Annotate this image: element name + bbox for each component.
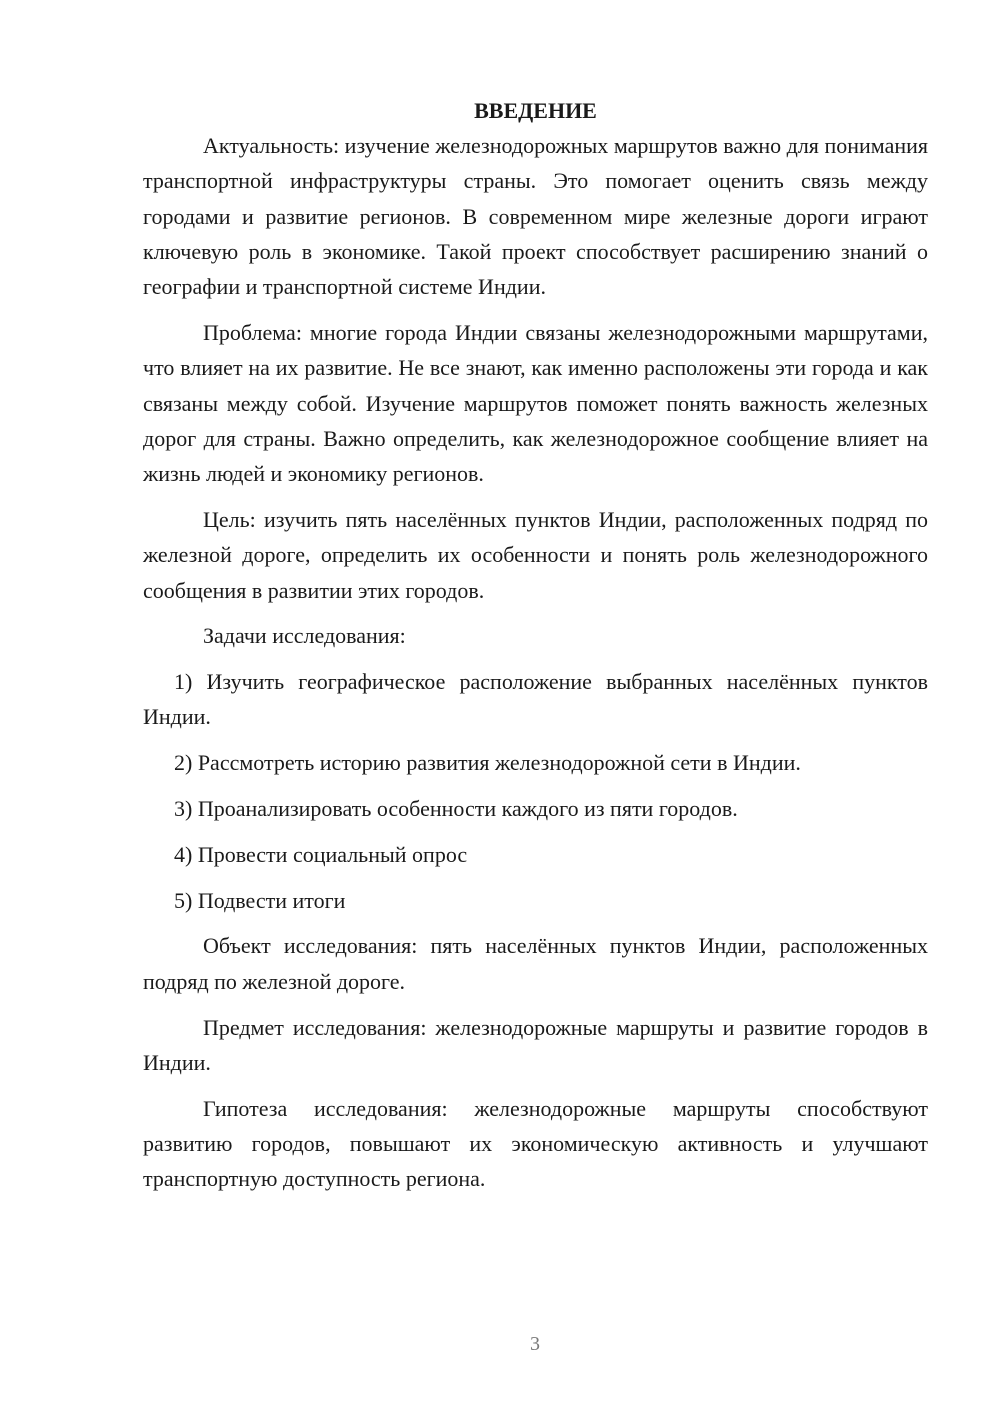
hypothesis-paragraph: Гипотеза исследования: железнодорожные маршруты способствуют развитию городов, повышают их экономическую активность и улучшают транспортную доступность региона. <box>143 1095 928 1192</box>
task-item-5: 5) Подвести итоги <box>174 887 346 913</box>
page-number: 3 <box>530 1333 540 1355</box>
goal-paragraph: Цель: изучить пять населённых пунктов Индии, расположенных подряд по железной дороге, определить их особенности и понять роль железнодорожного сообщения в развитии этих городов. <box>143 506 928 603</box>
document-page <box>143 94 928 1197</box>
problem-paragraph: Проблема: многие города Индии связаны железнодорожными маршрутами, что влияет на их развитие. Не все знают, как именно расположены эти города и как связаны между собой. Изучение маршрутов поможет понять важность железных дорог для страны. Важно определить, как железнодорожное сообщение влияет на жизнь людей и экономику регионов. <box>143 319 928 487</box>
task-item-1: 1) Изучить географическое расположение выбранных населённых пунктов Индии. <box>143 669 928 730</box>
object-paragraph: Объект исследования: пять населённых пунктов Индии, расположенных подряд по железной дороге. <box>143 933 928 994</box>
tasks-list <box>143 664 928 918</box>
tasks-heading: Задачи исследования: <box>203 623 406 649</box>
task-item-2: 2) Рассмотреть историю развития железнодорожной сети в Индии. <box>174 750 801 776</box>
task-item-3: 3) Проанализировать особенности каждого из пяти городов. <box>174 796 738 822</box>
task-item-4: 4) Провести социальный опрос <box>174 841 468 867</box>
subject-paragraph: Предмет исследования: железнодорожные маршруты и развитие городов в Индии. <box>143 1014 928 1075</box>
relevance-paragraph: Актуальность: изучение железнодорожных маршрутов важно для понимания транспортной инфраструктуры страны. Это помогает оценить связь между городами и развитие регионов. В современном мире железные дороги играют ключевую роль в экономике. Такой проект способствует расширению знаний о географии и транспортной системе Индии. <box>143 133 928 300</box>
page-title: ВВЕДЕНИЕ <box>474 98 597 123</box>
